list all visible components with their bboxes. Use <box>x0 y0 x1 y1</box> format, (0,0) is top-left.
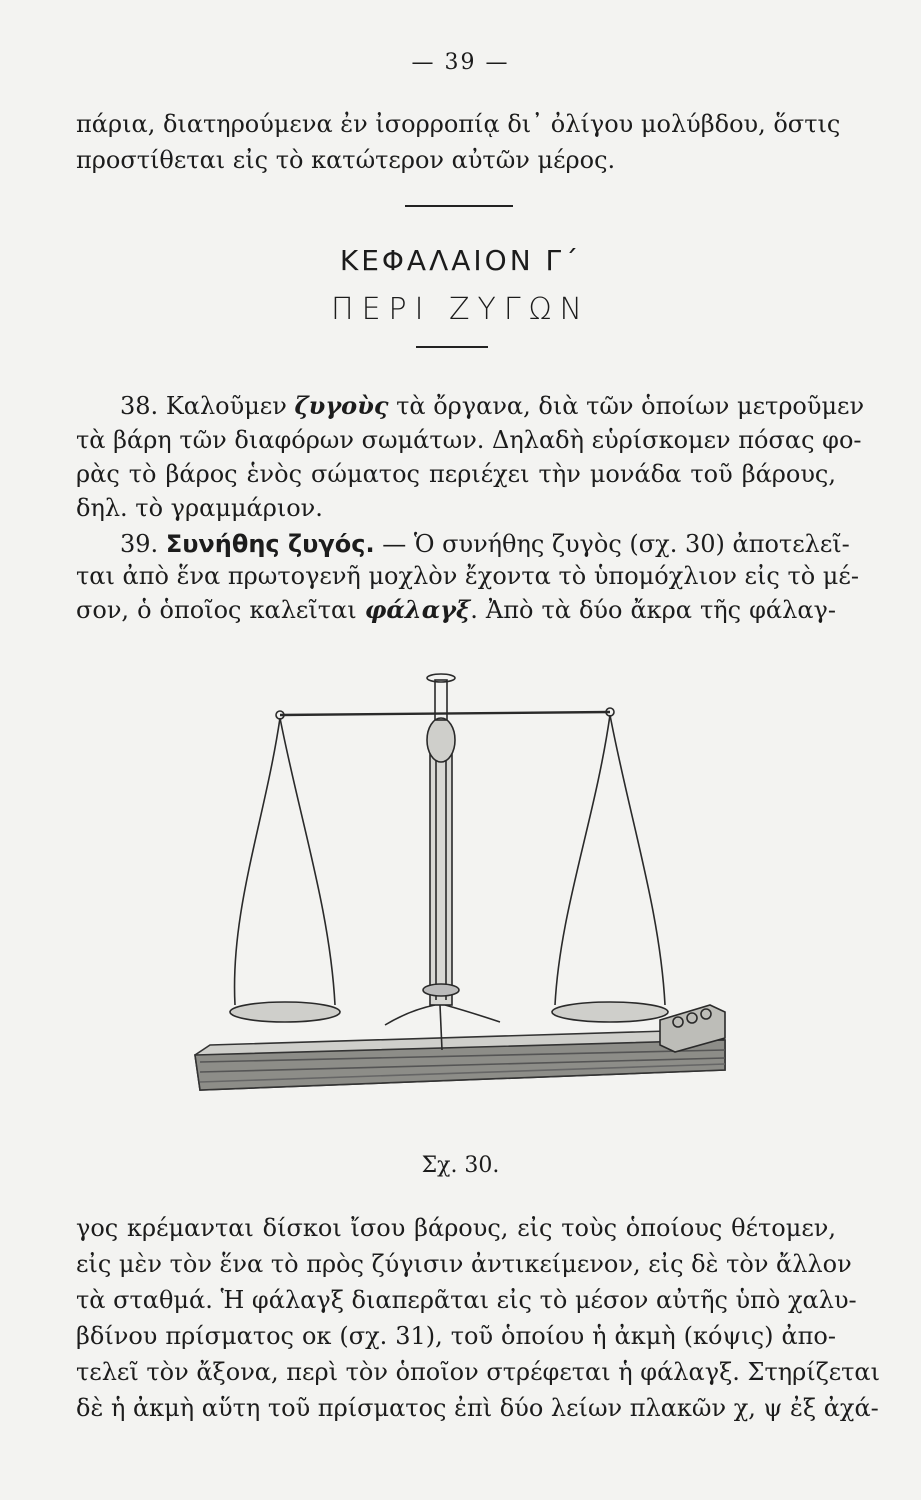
section-39-number: 39. <box>120 530 159 558</box>
section-39-rest: — Ὁ συνήθης ζυγὸς (σχ. 30) ἀποτελεῖ- <box>382 530 850 558</box>
section-38-rest: τὰ ὄργανα, διὰ τῶν ὁποίων μετροῦμεν <box>396 392 865 420</box>
section-39-line-1 <box>120 526 850 562</box>
closing-line-6: δὲ ἡ ἀκμὴ αὕτη τοῦ πρίσματος ἐπὶ δύο λείων πλακῶν χ, ψ ἐξ ἀχά- <box>76 1394 879 1422</box>
closing-line-3: τὰ σταθμά. Ἡ φάλαγξ διαπερᾶται εἰς τὸ μέσον αὐτῆς ὑπὸ χαλυ- <box>76 1286 857 1314</box>
figure-caption: Σχ. 30. <box>421 1153 500 1178</box>
chapter-subtitle: ΠΕΡΙ ΖΥΓΩΝ <box>331 292 590 327</box>
section-39-term: φάλαγξ <box>364 595 471 624</box>
section-38-line-1 <box>120 388 865 424</box>
closing-line-4: βδίνου πρίσματος οκ (σχ. 31), τοῦ ὁποίου ἡ ἀκμὴ (κόψις) ἀπο- <box>76 1322 836 1350</box>
closing-line-2: εἰς μὲν τὸν ἕνα τὸ πρὸς ζύγισιν ἀντικείμενον, εἰς δὲ τὸν ἄλλον <box>76 1250 852 1278</box>
section-39-line-3 <box>76 592 836 628</box>
page-number: — 39 — <box>411 50 510 75</box>
section-38-term: ζυγοὺς <box>294 391 389 420</box>
balance-scale-illustration <box>180 660 740 1150</box>
chapter-title: ΚΕΦΑΛΑΙΟΝ Γ΄ <box>339 244 582 277</box>
divider-bottom <box>416 346 488 348</box>
closing-line-1: γος κρέμανται δίσκοι ἴσου βάρους, εἰς τοὺς ὁποίους θέτομεν, <box>76 1214 836 1242</box>
section-38-line-2: τὰ βάρη τῶν διαφόρων σωμάτων. Δηλαδὴ εὑρίσκομεν πόσας φο- <box>76 426 862 454</box>
section-38-number: 38. <box>120 392 159 420</box>
divider-top <box>405 205 513 207</box>
section-38-line-4: δηλ. τὸ γραμμάριον. <box>76 494 323 522</box>
section-39-line3-b: . Ἀπὸ τὰ δύο ἄκρα τῆς φάλαγ- <box>470 596 836 624</box>
section-39-line3-a: σον, ὁ ὁποῖος καλεῖται <box>76 596 357 624</box>
section-39-line-2: ται ἀπὸ ἕνα πρωτογενῆ μοχλὸν ἔχοντα τὸ ὑπομόχλιον εἰς τὸ μέ- <box>76 562 859 590</box>
section-39-heading: Συνήθης ζυγός. <box>165 530 375 558</box>
intro-line-2: προστίθεται εἰς τὸ κατώτερον αὐτῶν μέρος. <box>76 146 616 174</box>
section-38-line-3: ρὰς τὸ βάρος ἑνὸς σώματος περιέχει τὴν μονάδα τοῦ βάρους, <box>76 460 836 488</box>
section-38-lead: Καλοῦμεν <box>165 392 287 420</box>
intro-line-1: πάρια, διατηρούμενα ἐν ἰσορροπίᾳ δι᾽ ὀλίγου μολύβδου, ὅστις <box>76 110 841 138</box>
closing-line-5: τελεῖ τὸν ἄξονα, περὶ τὸν ὁποῖον στρέφεται ἡ φάλαγξ. Στηρίζεται <box>76 1358 881 1386</box>
